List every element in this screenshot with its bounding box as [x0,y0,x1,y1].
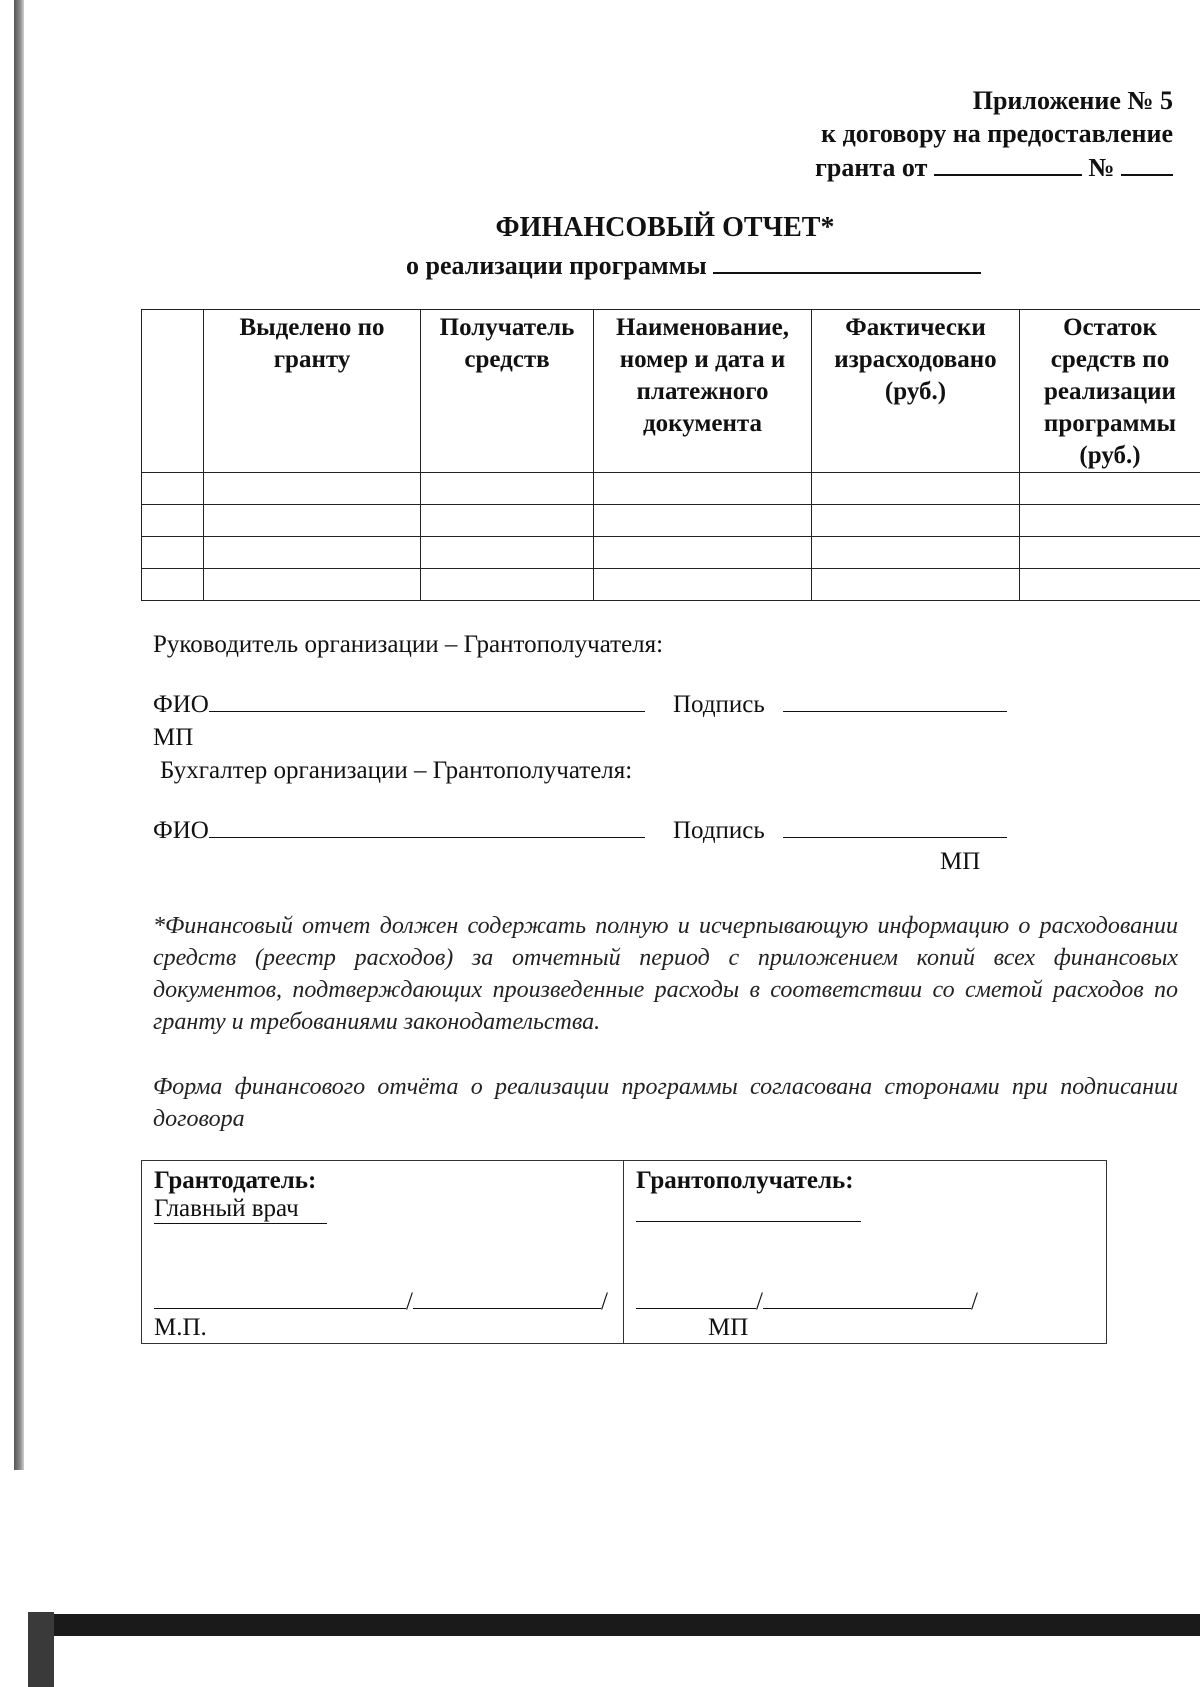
scan-bottom-edge [28,1614,1200,1636]
table-row [142,537,1200,569]
grantor-mp: М.П. [154,1314,207,1341]
head-label: Руководитель организации – Грантополучателя: [153,631,664,658]
grantee-title: Грантополучатель: [636,1167,854,1194]
head-sign-row [673,689,1007,719]
grantee-role-blank [636,1199,1094,1229]
col-header-spent: Фактически израсходовано (руб.) [812,310,1020,473]
head-fio-line [209,689,645,712]
appendix-number: Приложение № 5 [972,86,1173,115]
grant-number-label: № [1088,153,1115,182]
grantor-role: Главный врач [154,1195,611,1224]
table-row [142,569,1200,601]
table-row [142,505,1200,537]
accountant-fio-line [209,815,645,838]
accountant-sign-line [783,815,1007,838]
appendix-grant-line [815,150,1173,184]
col-header-index [142,310,204,473]
head-sign-label: Подпись [673,691,765,718]
head-fio-row [153,689,645,719]
head-sign-line [783,689,1007,712]
grant-from-label: гранта от [815,153,928,182]
program-name-blank [713,248,981,274]
grant-date-blank [934,150,1082,176]
footnote-text: *Финансовый отчет должен содержать полную и исчерпывающую информацию о расходовании средств (реестр расходов) за отчетный период с приложением копий всех финансовых документов, подтверждающих произведенные расходы в соответствии со сметой расходов по гранту и требованиями законодательства. [153,913,1178,1035]
parties-table [141,1160,1107,1344]
col-header-recipient: Получатель средств [421,310,594,473]
head-mp: МП [153,724,194,751]
appendix-contract: к договору на предоставление [821,119,1173,148]
grantee-cell [624,1161,1107,1344]
accountant-fio-label: ФИО [153,817,209,844]
grantee-signature-line: / / [636,1286,978,1316]
subtitle-text: о реализации программы [406,251,707,280]
financial-report-table [141,309,1200,601]
grantor-cell [142,1161,624,1344]
grantor-title: Грантодатель: [154,1167,317,1194]
grant-number-blank [1121,150,1173,176]
agreement-note: Форма финансового отчёта о реализации программы согласована сторонами при подписании договора [153,1074,1178,1132]
col-header-balance: Остаток средств по реализации программы (руб.) [1020,310,1200,473]
head-fio-label: ФИО [153,691,209,718]
col-header-allocated: Выделено по гранту [204,310,421,473]
table-row [142,473,1200,505]
col-header-payment-doc: Наименование, номер и дата и платежного документа [594,310,812,473]
accountant-sign-row [673,815,1007,845]
grantee-mp: МП [708,1314,749,1341]
accountant-sign-label: Подпись [673,817,765,844]
document-title: ФИНАНСОВЫЙ ОТЧЕТ* [495,212,835,243]
accountant-mp: МП [940,848,981,875]
document-subtitle [406,248,981,281]
appendix-header [815,84,1173,184]
accountant-label: Бухгалтер организации – Грантополучателя: [160,757,633,784]
table-header-row [142,310,1200,473]
grantor-signature-line: / / [154,1286,608,1316]
scan-corner-edge [28,1612,54,1687]
accountant-fio-row [153,815,645,845]
